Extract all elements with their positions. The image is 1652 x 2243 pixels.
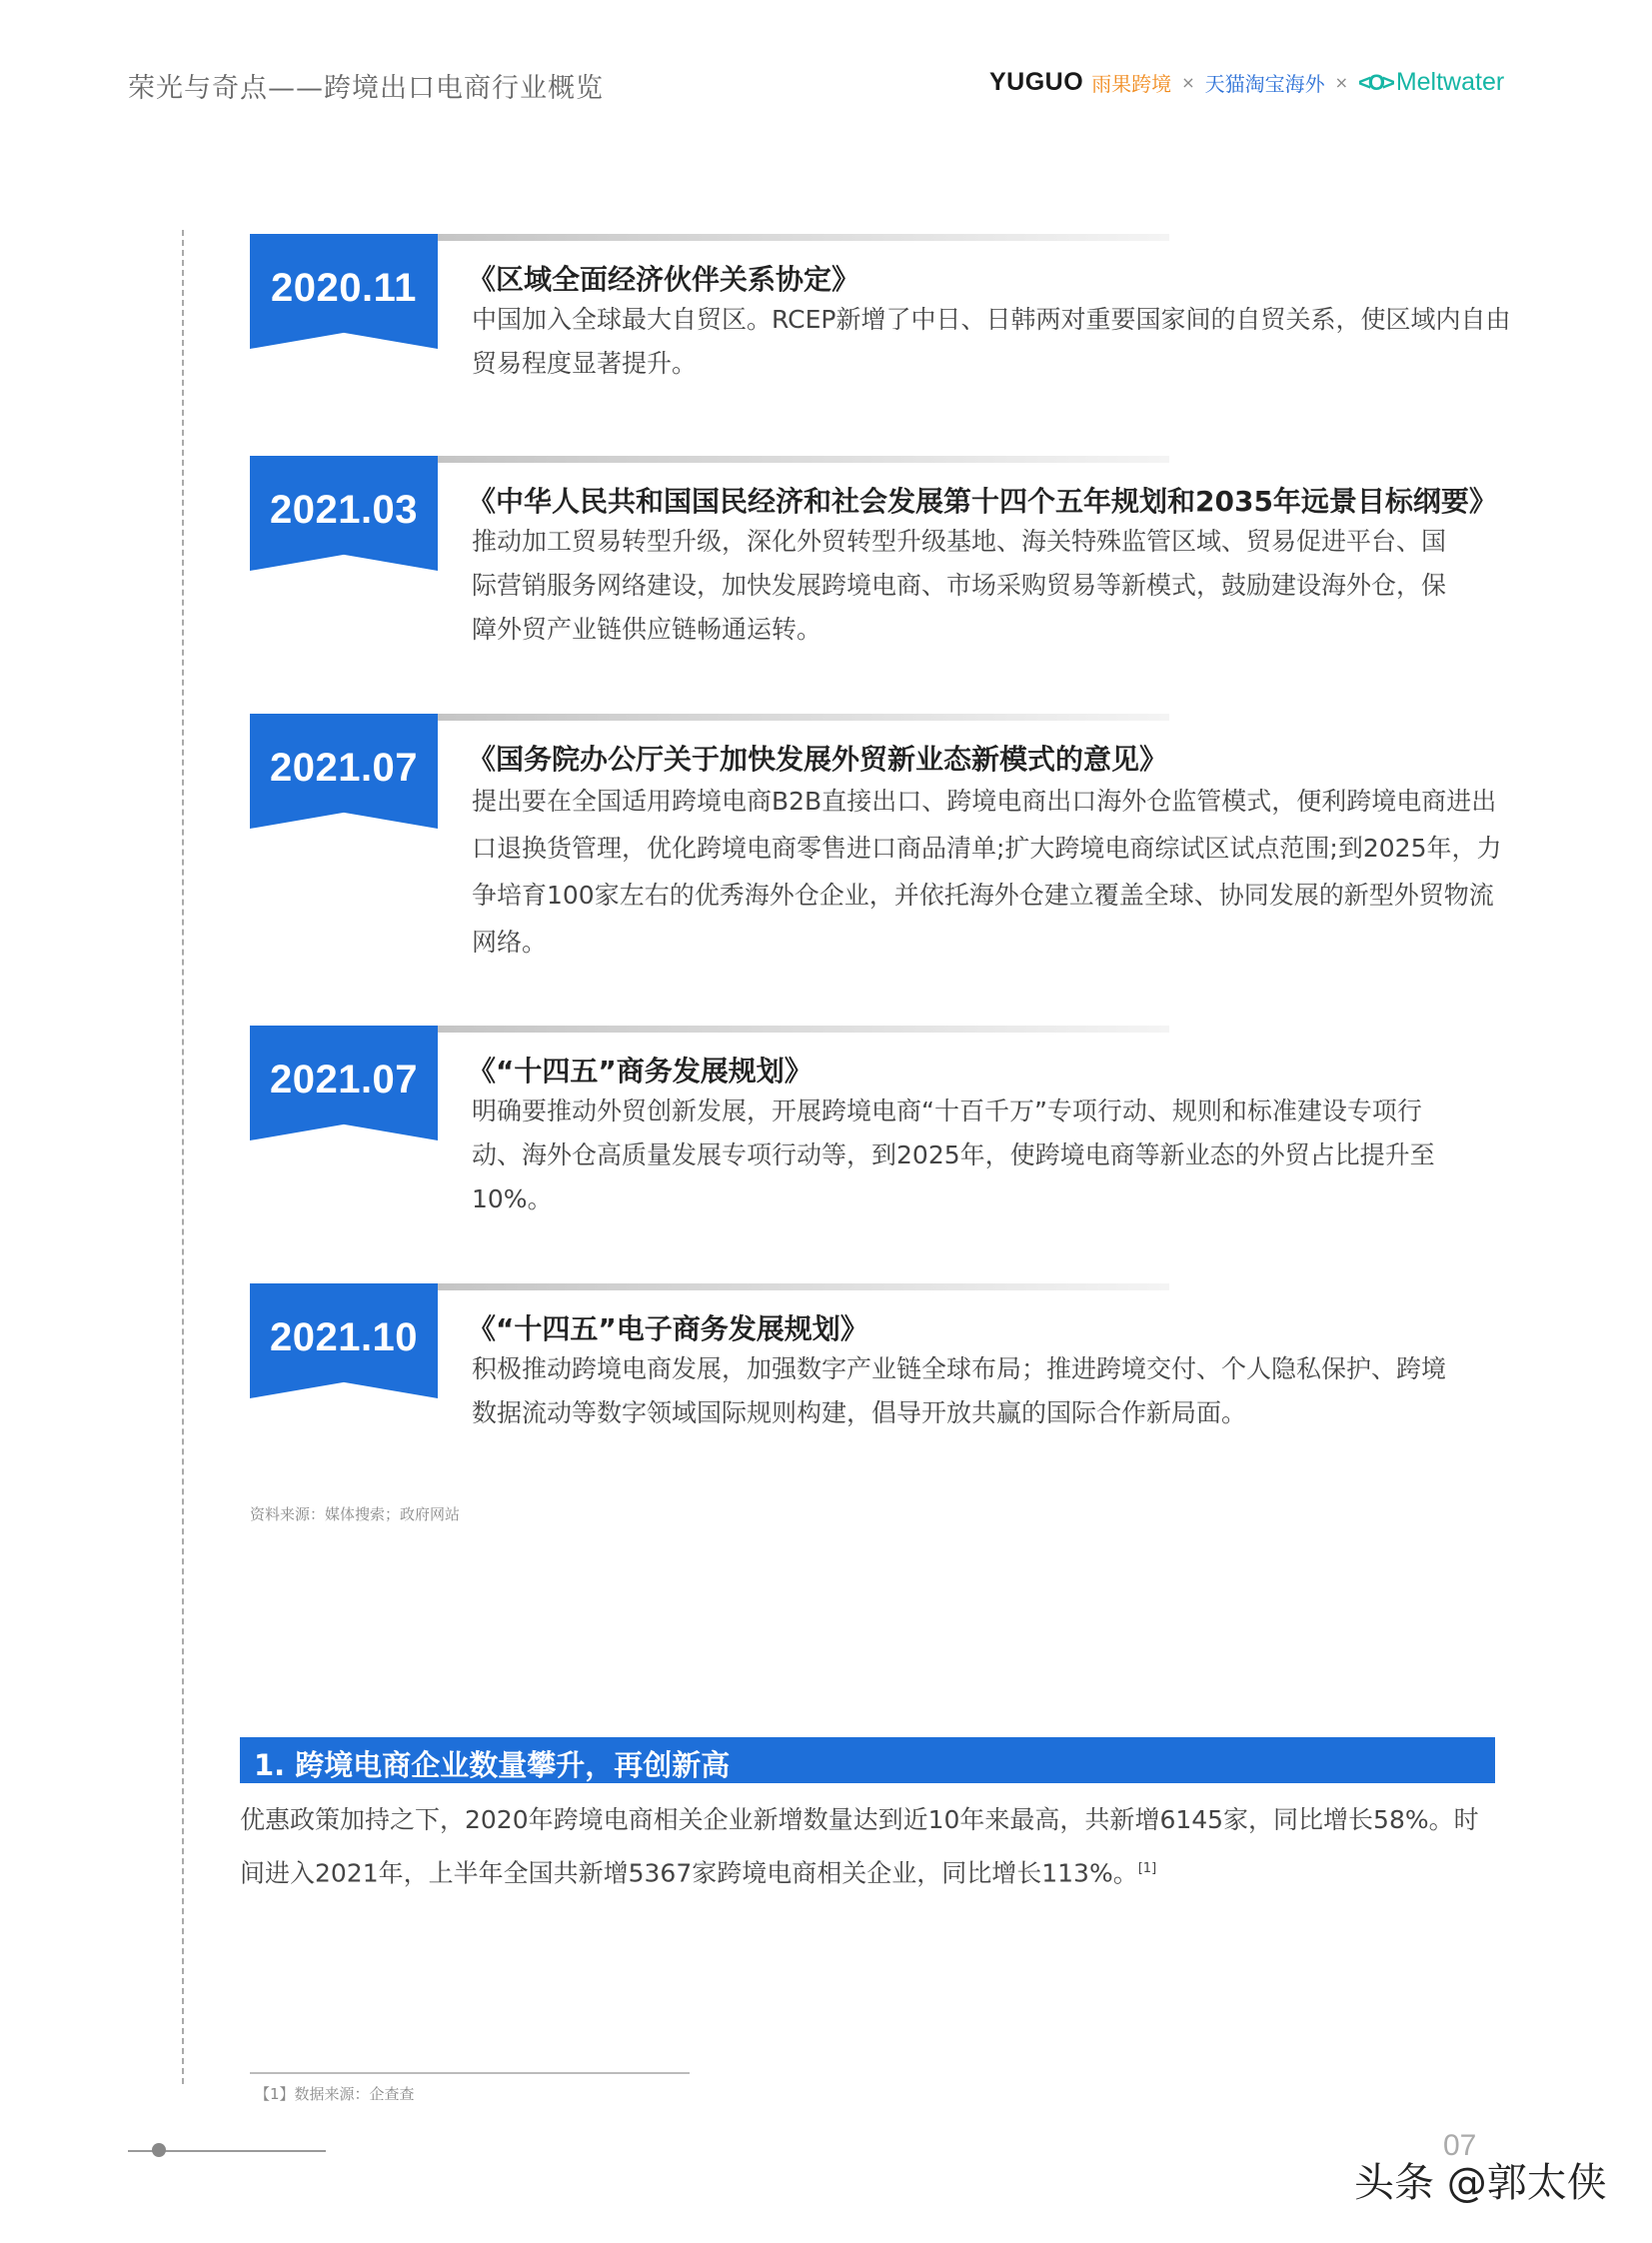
yuguo-cn-logo: 雨果跨境 (1091, 72, 1172, 96)
logo-separator: × (1181, 73, 1195, 92)
watermark: 头条 @郭太侠 (1354, 2160, 1607, 2206)
date-label: 2020.11 (271, 266, 417, 310)
section-title: 1. 跨境电商企业数量攀升，再创新高 (254, 1748, 731, 1782)
date-label: 2021.07 (269, 1058, 419, 1102)
timeline-dashed-line (182, 230, 184, 2084)
meltwater-logo (1358, 68, 1504, 97)
page-footer-dot (152, 2143, 166, 2157)
section-paragraph (240, 1795, 1499, 1897)
policy-description: 中国加入全球最大自贸区。RCEP新增了中日、日韩两对重要国家间的自贸关系，使区域内自由贸易程度显著提升。 (472, 305, 1511, 378)
footnote: 【1】数据来源：企查查 (255, 2085, 415, 2103)
date-label: 2021.03 (269, 488, 419, 532)
policy-title: 《“十四五”商务发展规划》 (468, 1055, 813, 1088)
footnote-reference: [1] (1137, 1861, 1157, 1876)
meltwater-mark-icon: <O> (1358, 69, 1392, 95)
logo-separator: × (1334, 73, 1348, 92)
policy-title: 《区域全面经济伙伴关系协定》 (468, 263, 860, 296)
source-note: 资料来源：媒体搜索；政府网站 (250, 1505, 461, 1523)
policy-description: 明确要推动外贸创新发展，开展跨境电商“十百千万”专项行动、规则和标准建设专项行动、海外仓高质量发展专项行动等，到2025年，使跨境电商等新业态的外贸占比提升至10%。 (472, 1097, 1435, 1213)
policy-title: 《中华人民共和国国民经济和社会发展第十四个五年规划和2035年远景目标纲要》 (468, 485, 1497, 518)
date-label: 2021.10 (269, 1315, 419, 1359)
footnote-divider (250, 2072, 690, 2074)
section-heading-bar (240, 1737, 1495, 1783)
policy-description: 推动加工贸易转型升级，深化外贸转型升级基地、海关特殊监管区域、贸易促进平台、国际营销服务网络建设，加快发展跨境电商、市场采购贸易等新模式，鼓励建设海外仓，保障外贸产业链供应链畅通运转。 (472, 527, 1447, 644)
document-header-title: 荣光与奇点——跨境出口电商行业概览 (128, 73, 604, 104)
date-label: 2021.07 (269, 746, 419, 790)
section-body-text: 优惠政策加持之下，2020年跨境电商相关企业新增数量达到近10年来最高，共新增6145家，同比增长58%。时间进入2021年，上半年全国共新增5367家跨境电商相关企业，同比增长113%。 (240, 1805, 1479, 1888)
meltwater-wordmark: Meltwater (1395, 68, 1505, 96)
tmall-logo: 天猫淘宝海外 (1204, 72, 1325, 96)
policy-description: 提出要在全国适用跨境电商B2B直接出口、跨境电商出口海外仓监管模式，便利跨境电商进出口退换货管理，优化跨境电商零售进口商品清单;扩大跨境电商综试区试点范围;到2025年，力争培育100家左右的优秀海外仓企业，并依托海外仓建立覆盖全球、协同发展的新型外贸物流网络。 (472, 787, 1502, 957)
page-number: 07 (1443, 2129, 1477, 2162)
policy-title: 《国务院办公厅关于加快发展外贸新业态新模式的意见》 (468, 743, 1168, 776)
yuguo-logo: YUGUO (989, 68, 1084, 96)
partner-logos (989, 68, 1504, 97)
policy-description: 积极推动跨境电商发展，加强数字产业链全球布局；推进跨境交付、个人隐私保护、跨境数据流动等数字领域国际规则构建，倡导开放共赢的国际合作新局面。 (472, 1354, 1447, 1427)
policy-title: 《“十四五”电子商务发展规划》 (468, 1312, 868, 1345)
